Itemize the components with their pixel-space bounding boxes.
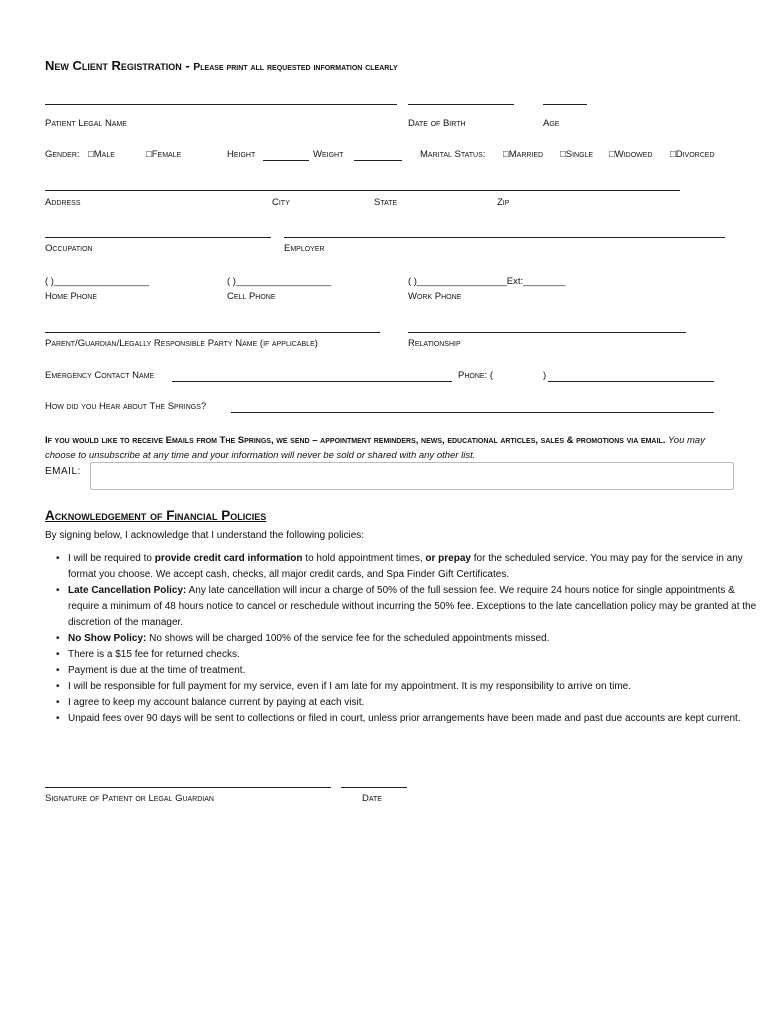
policy-text: No shows will be charged 100% of the service fee for the scheduled appointments missed. bbox=[146, 633, 550, 644]
work-phone-label: Work Phone bbox=[408, 291, 462, 302]
date-label: Date bbox=[362, 793, 382, 804]
referral-label: How did you Hear about The Springs? bbox=[45, 401, 207, 412]
email-notice-italic: You may choose to unsubscribe at any time and your information will never be sold or shared with any other list. bbox=[45, 435, 705, 461]
policy-item bbox=[68, 695, 758, 711]
female-label: Female bbox=[151, 149, 182, 160]
policy-text: Unpaid fees over 90 days will be sent to collections or filed in court, unless prior arrangements have been made and past due accounts are kept current. bbox=[68, 713, 741, 724]
emergency-contact-line[interactable] bbox=[172, 381, 452, 382]
patient-name-line[interactable] bbox=[45, 104, 397, 105]
policy-item bbox=[68, 551, 758, 583]
checkbox-icon: □ bbox=[670, 149, 676, 160]
signature-line[interactable] bbox=[45, 787, 331, 788]
dob-label: Date of Birth bbox=[408, 118, 466, 129]
zip-label: Zip bbox=[497, 197, 510, 208]
relationship-line[interactable] bbox=[408, 332, 686, 333]
checkbox-icon: □ bbox=[146, 149, 152, 160]
policy-text: Late Cancellation Policy: bbox=[68, 585, 187, 596]
referral-line[interactable] bbox=[231, 412, 714, 413]
occupation-label: Occupation bbox=[45, 243, 93, 254]
checkbox-icon: □ bbox=[503, 149, 509, 160]
email-input[interactable] bbox=[90, 462, 734, 490]
emergency-phone-label: Phone: ( bbox=[458, 370, 494, 381]
weight-line[interactable] bbox=[354, 160, 402, 161]
emergency-phone-close: ) bbox=[543, 370, 547, 381]
cell-phone-label: Cell Phone bbox=[227, 291, 276, 302]
male-label: Male bbox=[93, 149, 115, 160]
policy-text: provide credit card information bbox=[154, 553, 303, 564]
age-line[interactable] bbox=[543, 104, 587, 105]
patient-name-label: Patient Legal Name bbox=[45, 118, 127, 129]
married-checkbox[interactable] bbox=[503, 149, 543, 160]
age-label: Age bbox=[543, 118, 560, 129]
married-label: Married bbox=[508, 149, 544, 160]
acknowledgement-intro: By signing below, I acknowledge that I understand the following policies: bbox=[45, 530, 365, 541]
state-label: State bbox=[374, 197, 398, 208]
policy-text: I will be required to bbox=[68, 553, 155, 564]
single-checkbox[interactable] bbox=[560, 149, 593, 160]
policy-text: Any late cancellation will incur a charge of 50% of the full session fee. We require 24 hours notice for single appointments & require a minimum of 48 hours notice to cancel or reschedule without incurring the 50% fee. Exceptions to the late cancellation policy may be granted at the discretion of the manager. bbox=[68, 585, 757, 628]
email-label: EMAIL: bbox=[45, 466, 81, 477]
policy-text: for the scheduled service. You may pay for the service in any format you choose. We accept cash, checks, all major credit cards, and Spa Finder Gift Certificates. bbox=[68, 553, 743, 580]
policy-item bbox=[68, 679, 758, 695]
checkbox-icon: □ bbox=[560, 149, 566, 160]
home-phone-field[interactable]: ( )__________________ bbox=[45, 276, 150, 287]
guardian-name-line[interactable] bbox=[45, 332, 380, 333]
weight-label: Weight bbox=[313, 149, 344, 160]
employer-label: Employer bbox=[284, 243, 325, 254]
widowed-label: Widowed bbox=[614, 149, 653, 160]
height-line[interactable] bbox=[263, 160, 309, 161]
employer-line[interactable] bbox=[284, 237, 725, 238]
height-label: Height bbox=[227, 149, 256, 160]
policy-list bbox=[45, 551, 758, 727]
marital-status-label: Marital Status: bbox=[420, 149, 486, 160]
male-checkbox[interactable] bbox=[88, 149, 115, 160]
policy-text: I agree to keep my account balance current by paying at each visit. bbox=[68, 697, 365, 708]
emergency-phone-line[interactable] bbox=[548, 381, 714, 382]
policy-item bbox=[68, 583, 758, 631]
emergency-contact-label: Emergency Contact Name bbox=[45, 370, 155, 381]
policy-item bbox=[68, 631, 758, 647]
divorced-label: Divorced bbox=[675, 149, 715, 160]
policy-item bbox=[68, 711, 758, 727]
policy-text: Payment is due at the time of treatment. bbox=[68, 665, 246, 676]
form-title: New Client Registration - Please print all requested information clearly bbox=[45, 58, 398, 73]
acknowledgement-title: Acknowledgement of Financial Policies bbox=[45, 508, 267, 523]
female-checkbox[interactable] bbox=[146, 149, 181, 160]
cell-phone-field[interactable]: ( )__________________ bbox=[227, 276, 332, 287]
email-notice bbox=[45, 433, 735, 463]
policy-text: No Show Policy: bbox=[68, 633, 147, 644]
address-line[interactable] bbox=[45, 190, 680, 191]
policy-item bbox=[68, 663, 758, 679]
gender-label: Gender: bbox=[45, 149, 80, 160]
policy-text: to hold appointment times, bbox=[302, 553, 426, 564]
divorced-checkbox[interactable] bbox=[670, 149, 715, 160]
guardian-name-label: Parent/Guardian/Legally Responsible Party Name (if applicable) bbox=[45, 338, 318, 349]
occupation-line[interactable] bbox=[45, 237, 271, 238]
signature-label: Signature of Patient or Legal Guardian bbox=[45, 793, 214, 804]
relationship-label: Relationship bbox=[408, 338, 461, 349]
email-notice-bold: If you would like to receive Emails from The Springs, we send – appointment reminders, news, educational articles, sales & promotions via email. bbox=[45, 435, 666, 446]
home-phone-label: Home Phone bbox=[45, 291, 98, 302]
policy-text: I will be responsible for full payment for my service, even if I am late for my appointment. It is my responsibility to arrive on time. bbox=[68, 681, 631, 692]
date-line[interactable] bbox=[341, 787, 407, 788]
city-label: City bbox=[272, 197, 290, 208]
single-label: Single bbox=[565, 149, 594, 160]
widowed-checkbox[interactable] bbox=[609, 149, 653, 160]
policy-item bbox=[68, 647, 758, 663]
checkbox-icon: □ bbox=[88, 149, 94, 160]
policy-text: or prepay bbox=[425, 553, 471, 564]
checkbox-icon: □ bbox=[609, 149, 615, 160]
work-phone-field[interactable]: ( )_________________Ext:________ bbox=[408, 276, 566, 287]
dob-line[interactable] bbox=[408, 104, 514, 105]
policy-text: There is a $15 fee for returned checks. bbox=[68, 649, 240, 660]
address-label: Address bbox=[45, 197, 81, 208]
